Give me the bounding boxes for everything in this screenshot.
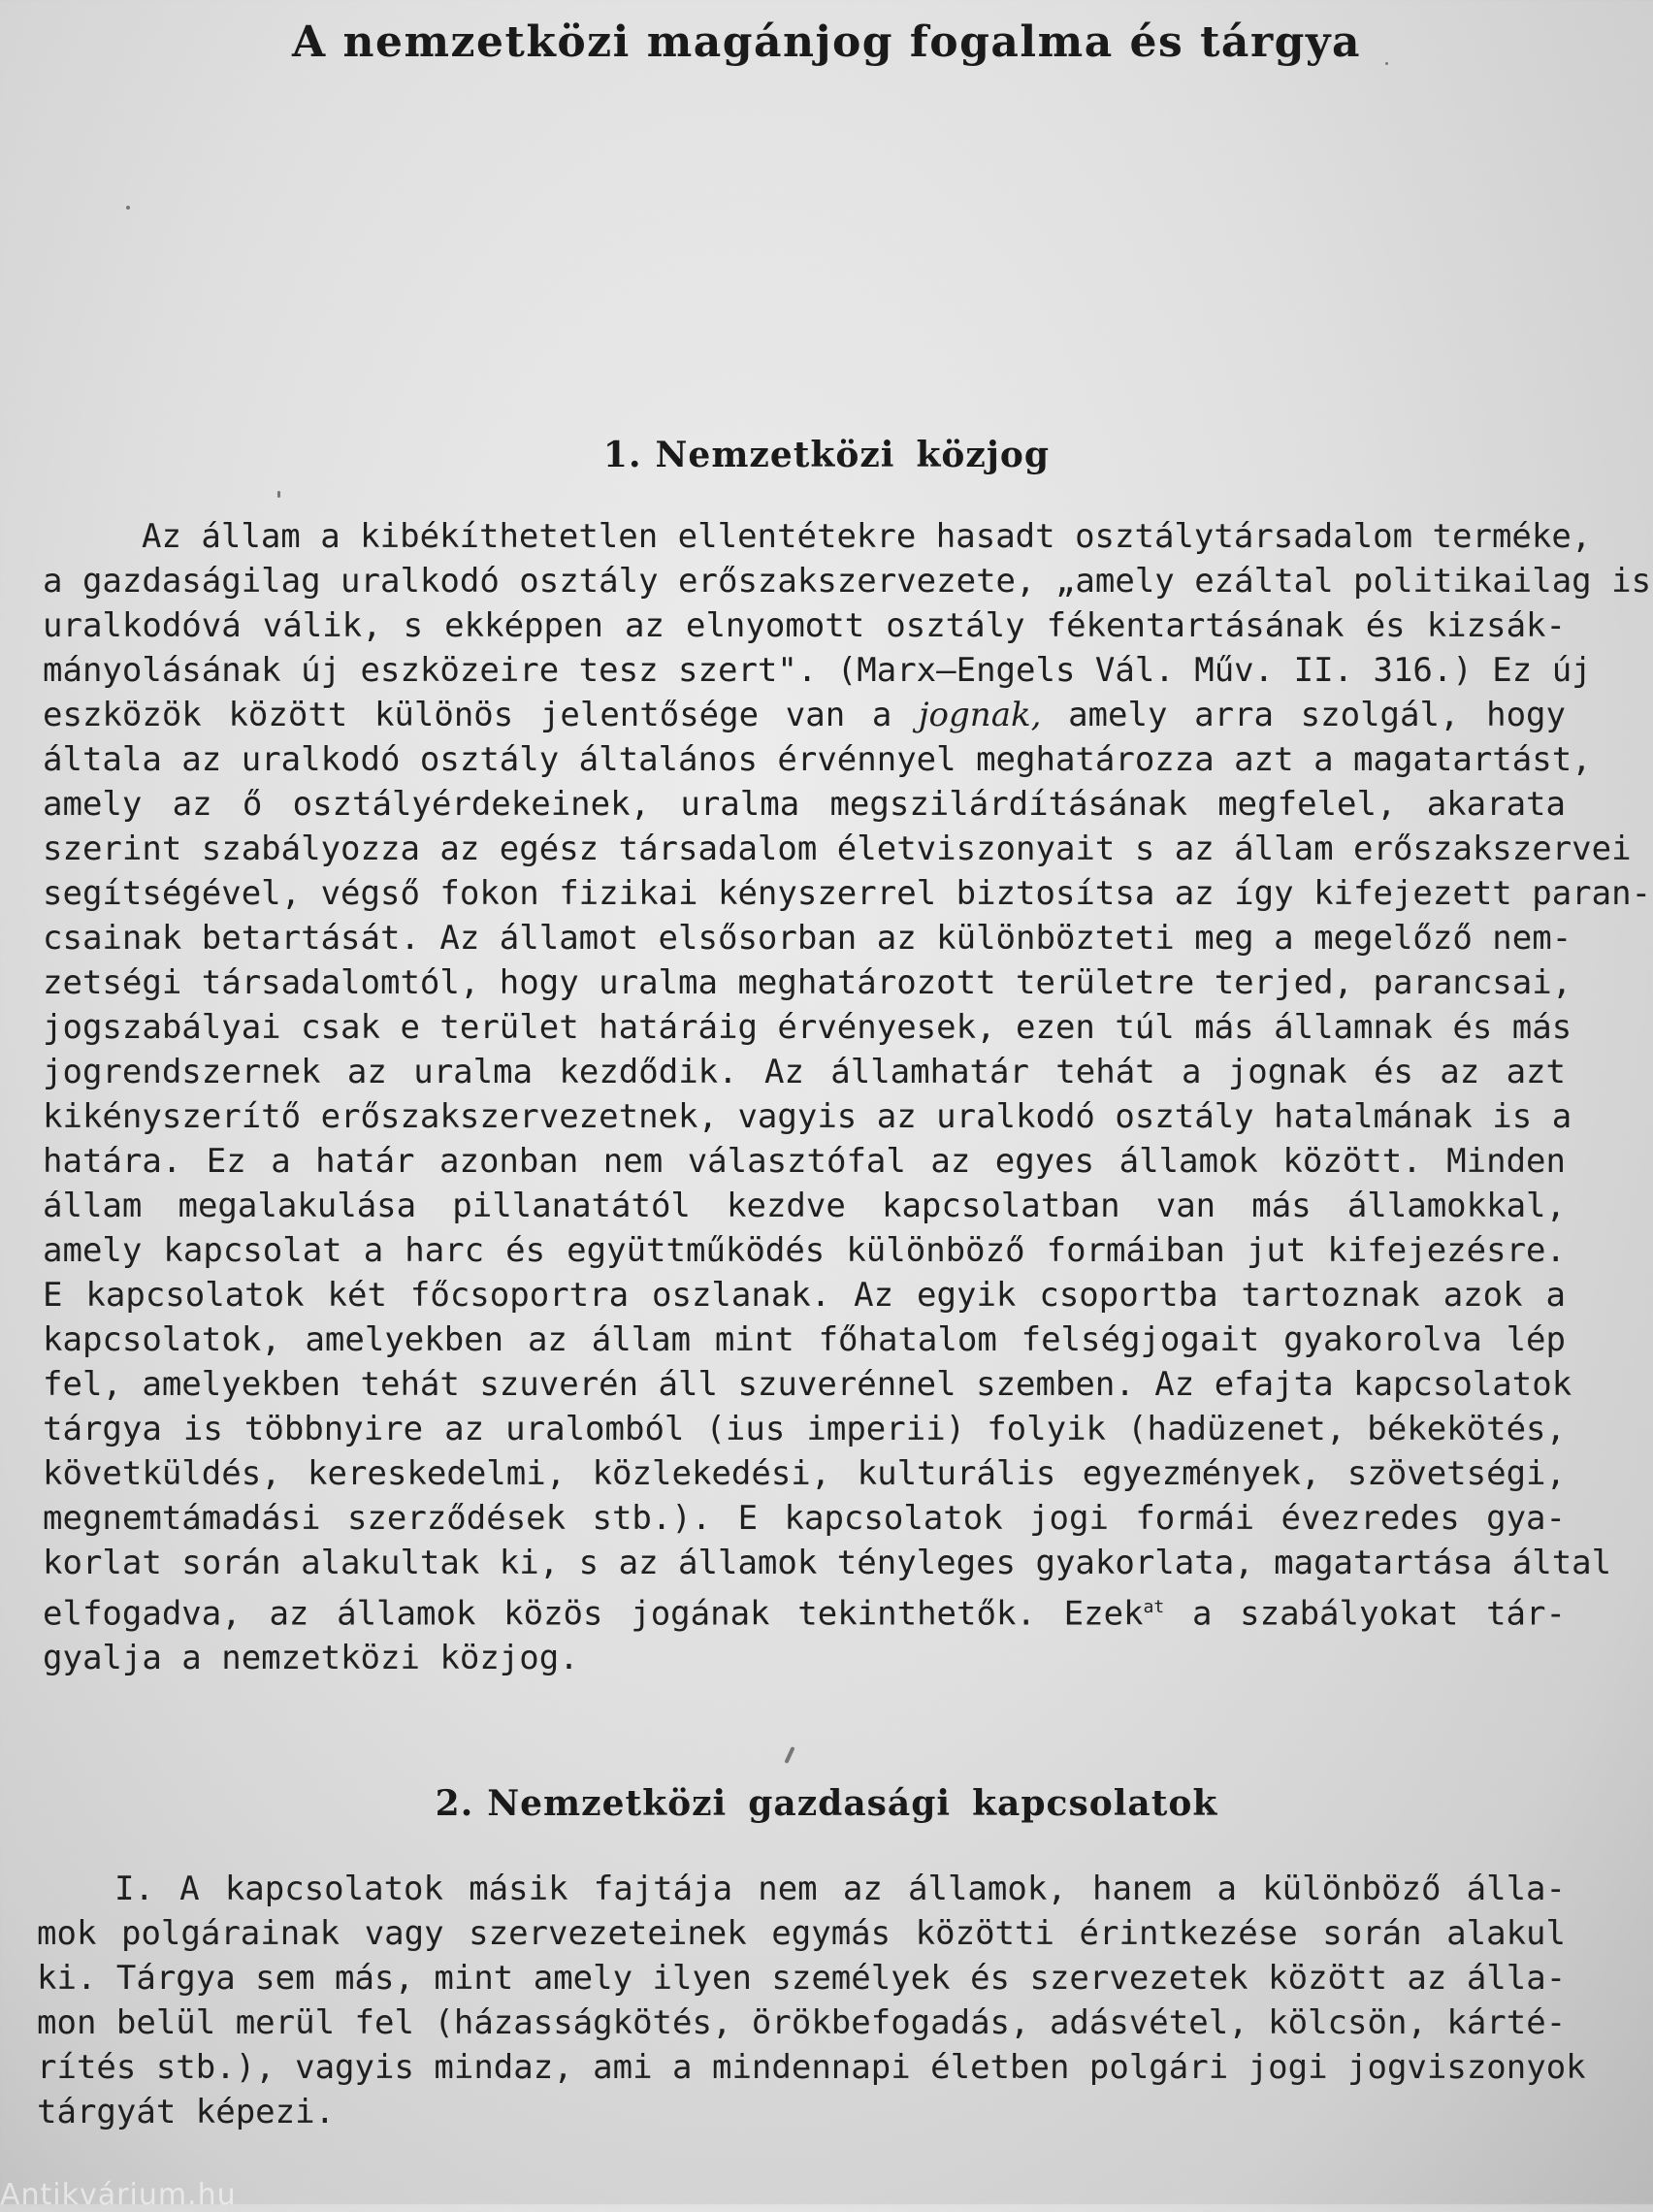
text-line: kapcsolatok, amelyekben az állam mint főhatalom felségjogait gyakorolva lép bbox=[43, 1320, 1566, 1359]
section-1-title-part2: közjog bbox=[916, 435, 1051, 475]
text-line: eszközök között különös jelentősége van a jognak, amely arra szolgál, hogy bbox=[43, 696, 1566, 734]
text-line: megnemtámadási szerződések stb.). E kapcsolatok jogi formái évezredes gya- bbox=[43, 1499, 1566, 1538]
text-line: korlat során alakultak ki, s az államok tényleges gyakorlata, magatartása által bbox=[43, 1544, 1612, 1582]
text-line: amely kapcsolat a harc és együttműködés különböző formáiban jut kifejezésre. bbox=[43, 1231, 1566, 1270]
text-line: I. A kapcsolatok másik fajtája nem az államok, hanem a különböző álla- bbox=[114, 1870, 1566, 1908]
text-line: elfogadva, az államok közös jogának tekinthetők. Ezek$^{at}$ a szabályokat tár- bbox=[43, 1594, 1566, 1634]
text-line: uralkodóvá válik, s ekképpen az elnyomott osztály fékentartásának és kizsák- bbox=[43, 606, 1566, 645]
section-2-paragraph bbox=[37, 1867, 1586, 2134]
text-line: határa. Ez a határ azonban nem választófal az egyes államok között. Minden bbox=[43, 1142, 1566, 1181]
text-line: mon belül merül fel (házasságkötés, örökbefogadás, adásvétel, kölcsön, kárté- bbox=[37, 2003, 1567, 2042]
section-2-heading bbox=[0, 1783, 1653, 1824]
text-line: amely az ő osztályérdekeinek, uralma megszilárdításának megfelel, akarata bbox=[43, 785, 1566, 824]
text-line: tárgyát képezi. bbox=[37, 2093, 336, 2131]
text-line: jogszabályai csak e terület határáig érvényesek, ezen túl más államnak és más bbox=[43, 1008, 1572, 1047]
text-line: segítségével, végső fokon fizikai kényszerrel biztosítsa az így kifejezett paran- bbox=[43, 874, 1652, 913]
text-line: mok polgárainak vagy szervezeteinek egymás közötti érintkezése során alakul bbox=[37, 1914, 1566, 1953]
text-line: rítés stb.), vagyis mindaz, ami a mindennapi életben polgári jogi jogviszonyok bbox=[37, 2048, 1586, 2087]
text-line: követküldés, kereskedelmi, közlekedési, kulturális egyezmények, szövetségi, bbox=[43, 1454, 1566, 1493]
text-line: szerint szabályozza az egész társadalom életviszonyait s az állam erőszakszervei bbox=[43, 830, 1632, 868]
paper-speck bbox=[277, 491, 280, 498]
section-2-title-part2: gazdasági bbox=[748, 1783, 952, 1824]
text-line: zetségi társadalomtól, hogy uralma meghatározott területre terjed, parancsai, bbox=[43, 963, 1572, 1002]
text-line: kikényszerítő erőszakszervezetnek, vagyis az uralkodó osztály hatalmának is a bbox=[43, 1097, 1572, 1136]
text-line: állam megalakulása pillanatától kezdve kapcsolatban van más államokkal, bbox=[43, 1187, 1566, 1225]
text-line: csainak betartását. Az államot elsősorban az különbözteti meg a megelőző nem- bbox=[43, 919, 1572, 958]
section-1-heading bbox=[0, 435, 1653, 475]
smudged-text: at bbox=[1143, 1597, 1165, 1617]
watermark: Antikvárium.hu bbox=[0, 2178, 237, 2212]
text-line: jogrendszernek az uralma kezdődik. Az államhatár tehát a jognak és az azt bbox=[43, 1053, 1566, 1091]
text-line: ki. Tárgya sem más, mint amely ilyen személyek és szervezetek között az álla- bbox=[37, 1959, 1567, 1998]
page-title: A nemzetközi magánjog fogalma és tárgya bbox=[292, 17, 1361, 67]
paper-speck bbox=[784, 1746, 794, 1764]
text-line: mányolásának új eszközeire tesz szert". (Marx—Engels Vál. Műv. II. 316.) Ez új bbox=[43, 651, 1592, 690]
section-2-title-part3: kapcsolatok bbox=[972, 1783, 1218, 1824]
text-line: gyalja a nemzetközi közjog. bbox=[43, 1639, 579, 1678]
section-1-paragraph bbox=[43, 514, 1652, 1680]
section-1-title-part1: Nemzetközi bbox=[655, 435, 895, 475]
paper-speck bbox=[126, 206, 130, 210]
section-2-title-part1: Nemzetközi bbox=[487, 1783, 728, 1824]
section-2-number: 2. bbox=[435, 1783, 474, 1824]
text-line: a gazdaságilag uralkodó osztály erőszakszervezete, „amely ezáltal politikailag is bbox=[43, 562, 1652, 601]
text-line: E kapcsolatok két főcsoportra oszlanak. Az egyik csoportba tartoznak azok a bbox=[43, 1276, 1566, 1315]
text-line: Az állam a kibékíthetetlen ellentétekre hasadt osztálytársadalom terméke, bbox=[142, 517, 1592, 556]
section-1-number: 1. bbox=[602, 435, 642, 475]
text-line: általa az uralkodó osztály általános érvénnyel meghatározza azt a magatartást, bbox=[43, 740, 1592, 779]
paper-speck bbox=[1385, 62, 1388, 65]
text-line: fel, amelyekben tehát szuverén áll szuverénnel szemben. Az efajta kapcsolatok bbox=[43, 1365, 1572, 1404]
italic-term: jognak, bbox=[919, 696, 1042, 734]
text-line: tárgya is többnyire az uralomból (ius imperii) folyik (hadüzenet, békekötés, bbox=[43, 1410, 1566, 1448]
